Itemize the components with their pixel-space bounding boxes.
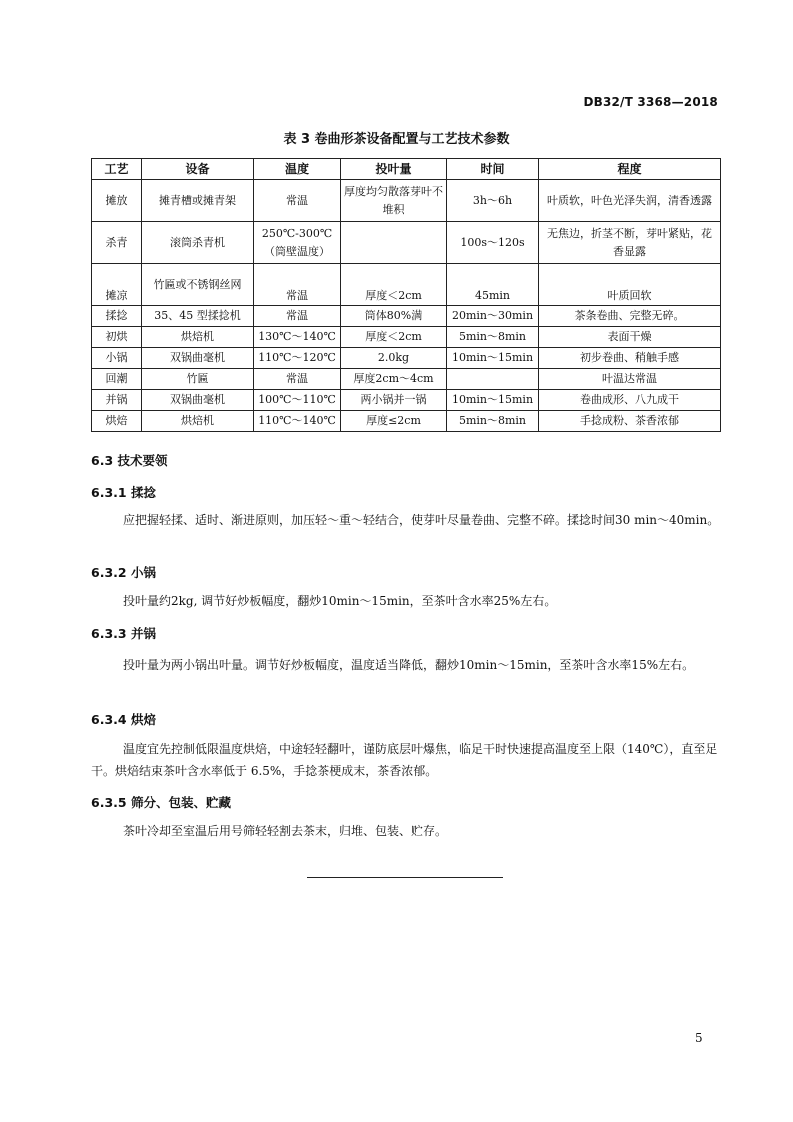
- table-cell: 厚度2cm～4cm: [341, 369, 447, 390]
- section-paragraph: 投叶量约2kg, 调节好炒板幅度，翻炒10min～15min，至茶叶含水率25%左右。: [123, 594, 557, 608]
- section-paragraph: 应把握轻揉、适时、渐进原则，加压轻～重～轻结合，使芽叶尽量卷曲、完整不碎。揉捻时间30 min～40min。: [123, 513, 720, 527]
- table-cell: 滚筒杀青机: [142, 222, 254, 264]
- table-cell: 100℃～110℃: [254, 390, 341, 411]
- table-cell: 并锅: [92, 390, 142, 411]
- table-cell: 筒体80%满: [341, 306, 447, 327]
- table-cell: 摊青槽或摊青架: [142, 180, 254, 222]
- table-cell: 小锅: [92, 348, 142, 369]
- column-header: 温度: [254, 159, 341, 180]
- section-heading: 6.3.1 揉捻: [91, 485, 156, 500]
- table-row: [92, 327, 721, 348]
- table-cell: 两小锅并一锅: [341, 390, 447, 411]
- table-cell: 摊凉: [92, 264, 142, 306]
- table-cell: 130℃～140℃: [254, 327, 341, 348]
- section-paragraph: 投叶量为两小锅出叶量。调节好炒板幅度，温度适当降低，翻炒10min～15min，至茶叶含水率15%左右。: [123, 658, 695, 672]
- column-header: 程度: [539, 159, 721, 180]
- table-cell: 双锅曲毫机: [142, 348, 254, 369]
- table-cell: 厚度均匀散落芽叶不堆积: [341, 180, 447, 222]
- table-cell: 10min～15min: [447, 390, 539, 411]
- table-row: [92, 348, 721, 369]
- section-paragraph: 温度宜先控制低限温度烘焙，中途轻轻翻叶，谨防底层叶爆焦，临足干时快速提高温度至上限（140℃），直至足干。烘焙结束茶叶含水率低于 6.5%，手捻茶梗成末，茶香浓郁。: [91, 742, 718, 778]
- table-cell: 5min～8min: [447, 411, 539, 432]
- table-cell: 摊放: [92, 180, 142, 222]
- table-cell: 竹匾: [142, 369, 254, 390]
- table-cell: 双锅曲毫机: [142, 390, 254, 411]
- table-cell: 无焦边，折茎不断，芽叶紧贴，花香显露: [539, 222, 721, 264]
- section-heading: 6.3.3 并锅: [91, 626, 156, 641]
- column-header: 投叶量: [341, 159, 447, 180]
- table-row: [92, 180, 721, 222]
- table-cell: 表面干燥: [539, 327, 721, 348]
- column-header: 设备: [142, 159, 254, 180]
- table-cell: 2.0kg: [341, 348, 447, 369]
- table-cell: 烘焙机: [142, 327, 254, 348]
- table-cell: 20min～30min: [447, 306, 539, 327]
- table-cell: 初步卷曲、稍触手感: [539, 348, 721, 369]
- standard-number: DB32/T 3368—2018: [583, 95, 718, 109]
- table-cell: 常温: [254, 369, 341, 390]
- section-heading: 6.3.5 筛分、包装、贮藏: [91, 795, 231, 810]
- table-cell: 厚度≤2cm: [341, 411, 447, 432]
- table-row: [92, 411, 721, 432]
- table-cell: 杀青: [92, 222, 142, 264]
- table-row: [92, 264, 721, 306]
- table-cell: 3h～6h: [447, 180, 539, 222]
- table-cell: 35、45 型揉捻机: [142, 306, 254, 327]
- table-cell: 厚度＜2cm: [341, 264, 447, 306]
- table-cell: 250℃-300℃（筒壁温度）: [254, 222, 341, 264]
- table-cell: 烘焙: [92, 411, 142, 432]
- table-header-row: [92, 159, 721, 180]
- table-cell: 回潮: [92, 369, 142, 390]
- page-number: 5: [695, 1031, 703, 1045]
- table-cell: 手捻成粉、茶香浓郁: [539, 411, 721, 432]
- table-cell: 10min～15min: [447, 348, 539, 369]
- table-cell: 初烘: [92, 327, 142, 348]
- table-cell: 常温: [254, 306, 341, 327]
- table-row: [92, 390, 721, 411]
- table-cell: 110℃～140℃: [254, 411, 341, 432]
- table-row: [92, 369, 721, 390]
- table-cell: 45min: [447, 264, 539, 306]
- table-cell: 厚度＜2cm: [341, 327, 447, 348]
- process-parameters-table: [91, 158, 721, 432]
- table-cell: 揉捻: [92, 306, 142, 327]
- table-row: [92, 222, 721, 264]
- table-row: [92, 306, 721, 327]
- table-cell: 110℃～120℃: [254, 348, 341, 369]
- table-cell: 烘焙机: [142, 411, 254, 432]
- section-heading: 6.3.4 烘焙: [91, 712, 156, 727]
- table-cell: [447, 369, 539, 390]
- section-paragraph: 茶叶冷却至室温后用号筛轻轻割去茶末，归堆、包装、贮存。: [123, 824, 448, 838]
- end-rule: [307, 877, 503, 878]
- table-cell: 5min～8min: [447, 327, 539, 348]
- table-cell: 竹匾或不锈钢丝网: [142, 264, 254, 306]
- column-header: 工艺: [92, 159, 142, 180]
- section-heading: 6.3 技术要领: [91, 453, 168, 468]
- table-cell: 常温: [254, 180, 341, 222]
- table-cell: 叶温达常温: [539, 369, 721, 390]
- section-heading: 6.3.2 小锅: [91, 565, 156, 580]
- table-cell: [341, 222, 447, 264]
- table-cell: 叶质回软: [539, 264, 721, 306]
- table-cell: 常温: [254, 264, 341, 306]
- table-cell: 卷曲成形、八九成干: [539, 390, 721, 411]
- table-cell: 叶质软，叶色光泽失润，清香透露: [539, 180, 721, 222]
- column-header: 时间: [447, 159, 539, 180]
- table-caption: 表 3 卷曲形茶设备配置与工艺技术参数: [283, 132, 510, 147]
- table-cell: 茶条卷曲、完整无碎。: [539, 306, 721, 327]
- table-cell: 100s～120s: [447, 222, 539, 264]
